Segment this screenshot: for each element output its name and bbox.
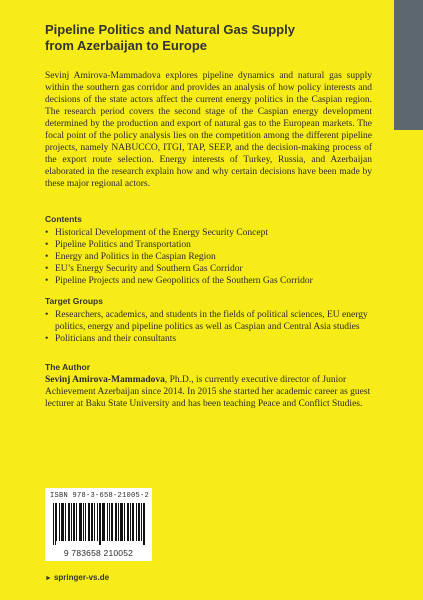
target-group-item: • Researchers, academics, and students in the fields of political sciences, EU energy politics, energy and pipeline politics as well as Caspian and Central Asia studies	[45, 309, 375, 333]
author-bio-text: , Ph.D., is currently executive director of Junior Achievement Azerbaijan since 2014. In 2015 she started her academic career as guest lecturer at Baku State University and has been teaching Peace and Conflict Studies.	[45, 375, 371, 409]
target-groups-heading: Target Groups	[45, 296, 103, 306]
barcode-digits: 9 783658 210052	[63, 548, 134, 558]
website-label: springer-vs.de	[53, 573, 110, 582]
author-bio	[45, 374, 372, 410]
author-name: Sevinj Amirova-Mammadova	[45, 375, 165, 385]
contents-item: • Energy and Politics in the Caspian Region	[45, 251, 375, 263]
title-line-2: from Azerbaijan to Europe	[45, 38, 208, 53]
author-heading: The Author	[45, 362, 91, 372]
isbn-number: ISBN 978-3-658-21005-2	[50, 492, 150, 500]
isbn-barcode	[45, 488, 152, 561]
publisher-website[interactable]	[45, 573, 109, 582]
contents-item: • Pipeline Projects and new Geopolitics of the Southern Gas Corridor	[45, 275, 375, 287]
contents-item: • EU’s Energy Security and Southern Gas Corridor	[45, 263, 375, 275]
arrow-right-icon: ►	[45, 575, 52, 582]
target-group-item: • Politicians and their consultants	[45, 333, 375, 345]
contents-list	[45, 227, 375, 287]
contents-heading: Contents	[45, 214, 82, 224]
title-line-1: Pipeline Politics and Natural Gas Supply	[45, 22, 295, 37]
contents-item: • Historical Development of the Energy Security Concept	[45, 227, 375, 239]
book-title	[45, 22, 375, 54]
abstract-text: Sevinj Amirova-Mammadova explores pipeline dynamics and natural gas supply within the southern gas corridor and provides an analysis of how policy interests and decisions of the state actors affect the current energy politics in the Caspian region. The research period covers the second stage of the Caspian energy development determined by the production and export of natural gas to the European markets. The focal point of the policy analysis lies on the competition among the different pipeline projects, namely NABUCCO, ITGI, TAP, SEEP, and the decision-making process of the export route selection. Energy interests of Turkey, Russia, and Azerbaijan elaborated in the research explain how and why certain decisions have been made by these major regional actors.	[45, 71, 372, 189]
side-color-bar	[394, 0, 423, 130]
target-groups-list	[45, 309, 375, 345]
barcode-bars	[53, 503, 145, 545]
contents-item: • Pipeline Politics and Transportation	[45, 239, 375, 251]
